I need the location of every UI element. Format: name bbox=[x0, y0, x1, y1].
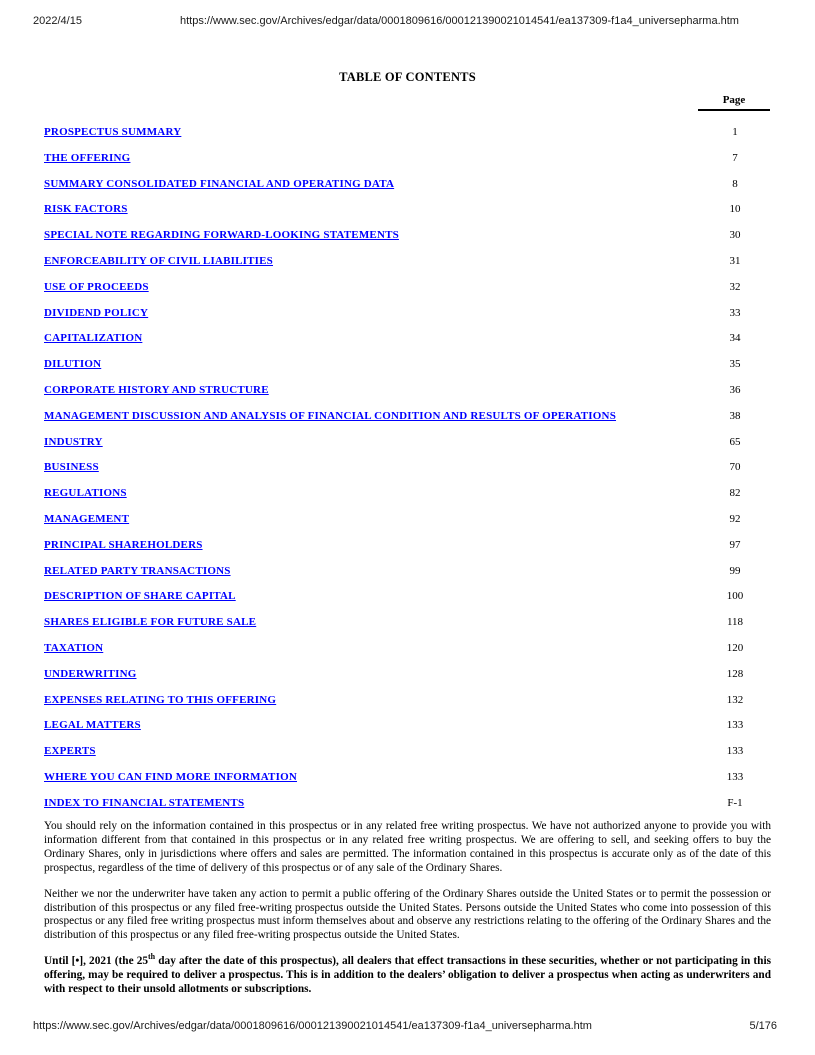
toc-page-number: 92 bbox=[729, 512, 741, 525]
toc-row bbox=[44, 459, 771, 485]
toc-page-number: 133 bbox=[726, 719, 744, 732]
toc-row bbox=[44, 150, 771, 176]
toc-row bbox=[44, 305, 771, 331]
paragraph-reliance: You should rely on the information contained in this prospectus or in any related free writing prospectus. We have not authorized anyone to provide you with information different from that contained in this prospectus or in any related free writing prospectus. We are offering to sell, and seeking offers to buy the Ordinary Shares, only in jurisdictions where offers and sales are permitted. The information contained in this prospectus is accurate only as of the date of this prospectus, regardless of the time of delivery of this prospectus or of any sale of the Ordinary Shares. bbox=[44, 820, 771, 874]
toc-list bbox=[44, 124, 771, 821]
toc-link[interactable]: UNDERWRITING bbox=[44, 667, 137, 680]
toc-page-number: F-1 bbox=[727, 796, 743, 809]
toc-link[interactable]: MANAGEMENT DISCUSSION AND ANALYSIS OF FINANCIAL CONDITION AND RESULTS OF OPERATIONS bbox=[44, 409, 617, 422]
toc-link[interactable]: PROSPECTUS SUMMARY bbox=[44, 126, 182, 138]
legal-text-block bbox=[44, 820, 771, 1009]
toc-row bbox=[44, 795, 771, 821]
toc-row bbox=[44, 279, 771, 305]
toc-link[interactable]: SUMMARY CONSOLIDATED FINANCIAL AND OPERATING DATA bbox=[44, 177, 395, 190]
toc-row bbox=[44, 227, 771, 253]
toc-row bbox=[44, 408, 771, 434]
toc-link[interactable]: DILUTION bbox=[44, 358, 102, 371]
toc-page-number: 32 bbox=[729, 280, 741, 293]
toc-page-number: 33 bbox=[729, 306, 741, 319]
toc-link[interactable]: DESCRIPTION OF SHARE CAPITAL bbox=[44, 590, 236, 603]
toc-link[interactable]: USE OF PROCEEDS bbox=[44, 280, 149, 293]
toc-link[interactable]: RELATED PARTY TRANSACTIONS bbox=[44, 564, 231, 577]
toc-link[interactable]: EXPERTS bbox=[44, 745, 96, 758]
toc-page-number: 38 bbox=[729, 409, 741, 422]
toc-link[interactable]: SPECIAL NOTE REGARDING FORWARD-LOOKING STATEMENTS bbox=[44, 229, 399, 242]
toc-row bbox=[44, 201, 771, 227]
toc-row bbox=[44, 124, 771, 150]
print-header-date: 2022/4/15 bbox=[33, 15, 82, 27]
toc-page-number: 36 bbox=[729, 383, 741, 396]
toc-row bbox=[44, 382, 771, 408]
toc-page-number: 100 bbox=[726, 590, 744, 603]
toc-row bbox=[44, 692, 771, 718]
print-header-url: https://www.sec.gov/Archives/edgar/data/0001809616/000121390021014541/ea137309-f1a4_universepharma.htm bbox=[180, 15, 739, 27]
toc-page-number: 132 bbox=[726, 693, 744, 706]
toc-row bbox=[44, 769, 771, 795]
toc-link[interactable]: EXPENSES RELATING TO THIS OFFERING bbox=[44, 693, 277, 706]
toc-link[interactable]: INDEX TO FINANCIAL STATEMENTS bbox=[44, 796, 245, 809]
toc-link[interactable]: LEGAL MATTERS bbox=[44, 719, 141, 732]
toc-page-number: 133 bbox=[726, 745, 744, 758]
page-title: TABLE OF CONTENTS bbox=[339, 70, 476, 84]
toc-page-number: 10 bbox=[729, 203, 741, 216]
toc-row bbox=[44, 253, 771, 279]
toc-link[interactable]: DIVIDEND POLICY bbox=[44, 306, 149, 319]
toc-row bbox=[44, 666, 771, 692]
toc-link[interactable]: THE OFFERING bbox=[44, 151, 131, 164]
toc-page-number: 35 bbox=[729, 358, 741, 371]
toc-page-number: 128 bbox=[726, 667, 744, 680]
toc-page-number: 8 bbox=[732, 177, 738, 190]
toc-row bbox=[44, 717, 771, 743]
toc-link[interactable]: REGULATIONS bbox=[44, 487, 127, 500]
toc-page-number: 120 bbox=[726, 641, 744, 654]
dealer-notice-part1: Until [•], 2021 (the 25 bbox=[44, 955, 149, 968]
toc-row bbox=[44, 588, 771, 614]
toc-page-number: 31 bbox=[729, 254, 741, 267]
toc-link[interactable]: WHERE YOU CAN FIND MORE INFORMATION bbox=[44, 770, 297, 783]
toc-link[interactable]: PRINCIPAL SHAREHOLDERS bbox=[44, 538, 203, 551]
toc-page-number: 30 bbox=[729, 229, 741, 242]
print-footer-page-indicator: 5/176 bbox=[749, 1020, 777, 1032]
paragraph-outside-us: Neither we nor the underwriter have taken any action to permit a public offering of the Ordinary Shares outside the United States or to permit the possession or distribution of this prospectus or any filed free-writing prospectus outside the United States. Persons outside the United States who come into possession of this prospectus or any filed free writing prospectus must inform themselves about and observe any restrictions relating to the offering of the Ordinary Shares and the distribution of this prospectus or any filed free-writing prospectus outside the United States. bbox=[44, 887, 771, 942]
paragraph-dealer-notice bbox=[44, 952, 771, 997]
toc-page-number: 97 bbox=[729, 538, 741, 551]
toc-page-number: 34 bbox=[729, 332, 741, 345]
toc-link[interactable]: BUSINESS bbox=[44, 461, 99, 474]
toc-page-number: 70 bbox=[729, 461, 741, 474]
dealer-notice-part2: day after the date of this prospectus), all dealers that effect transactions in these securities, whether or not participating in this offering, may be required to deliver a prospectus. This is in addition to the dealers’ obligation to deliver a prospectus when acting as underwriters and with respect to their unsold allotments or subscriptions. bbox=[44, 955, 771, 996]
page-column-header: Page bbox=[698, 94, 770, 111]
toc-link[interactable]: CORPORATE HISTORY AND STRUCTURE bbox=[44, 383, 269, 396]
toc-row bbox=[44, 640, 771, 666]
toc-row bbox=[44, 511, 771, 537]
toc-link[interactable]: SHARES ELIGIBLE FOR FUTURE SALE bbox=[44, 616, 257, 629]
toc-page-number: 118 bbox=[726, 616, 744, 629]
toc-row bbox=[44, 743, 771, 769]
toc-link[interactable]: TAXATION bbox=[44, 641, 104, 654]
toc-page-number: 1 bbox=[732, 126, 738, 138]
toc-page-number: 65 bbox=[729, 435, 741, 448]
toc-link[interactable]: ENFORCEABILITY OF CIVIL LIABILITIES bbox=[44, 254, 273, 267]
toc-row bbox=[44, 434, 771, 460]
toc-row bbox=[44, 563, 771, 589]
toc-link[interactable]: INDUSTRY bbox=[44, 435, 103, 448]
toc-row bbox=[44, 356, 771, 382]
toc-link[interactable]: CAPITALIZATION bbox=[44, 332, 143, 345]
toc-row bbox=[44, 537, 771, 563]
toc-page-number: 99 bbox=[729, 564, 741, 577]
toc-link[interactable]: MANAGEMENT bbox=[44, 512, 130, 525]
toc-row bbox=[44, 330, 771, 356]
toc-row bbox=[44, 485, 771, 511]
toc-row bbox=[44, 614, 771, 640]
print-footer-url: https://www.sec.gov/Archives/edgar/data/0001809616/000121390021014541/ea137309-f1a4_universepharma.htm bbox=[33, 1020, 592, 1032]
dealer-notice-superscript: th bbox=[148, 952, 156, 962]
toc-page-number: 7 bbox=[732, 151, 738, 164]
toc-page-number: 82 bbox=[729, 487, 741, 500]
toc-link[interactable]: RISK FACTORS bbox=[44, 203, 128, 216]
toc-row bbox=[44, 176, 771, 202]
toc-page-number: 133 bbox=[726, 770, 744, 783]
